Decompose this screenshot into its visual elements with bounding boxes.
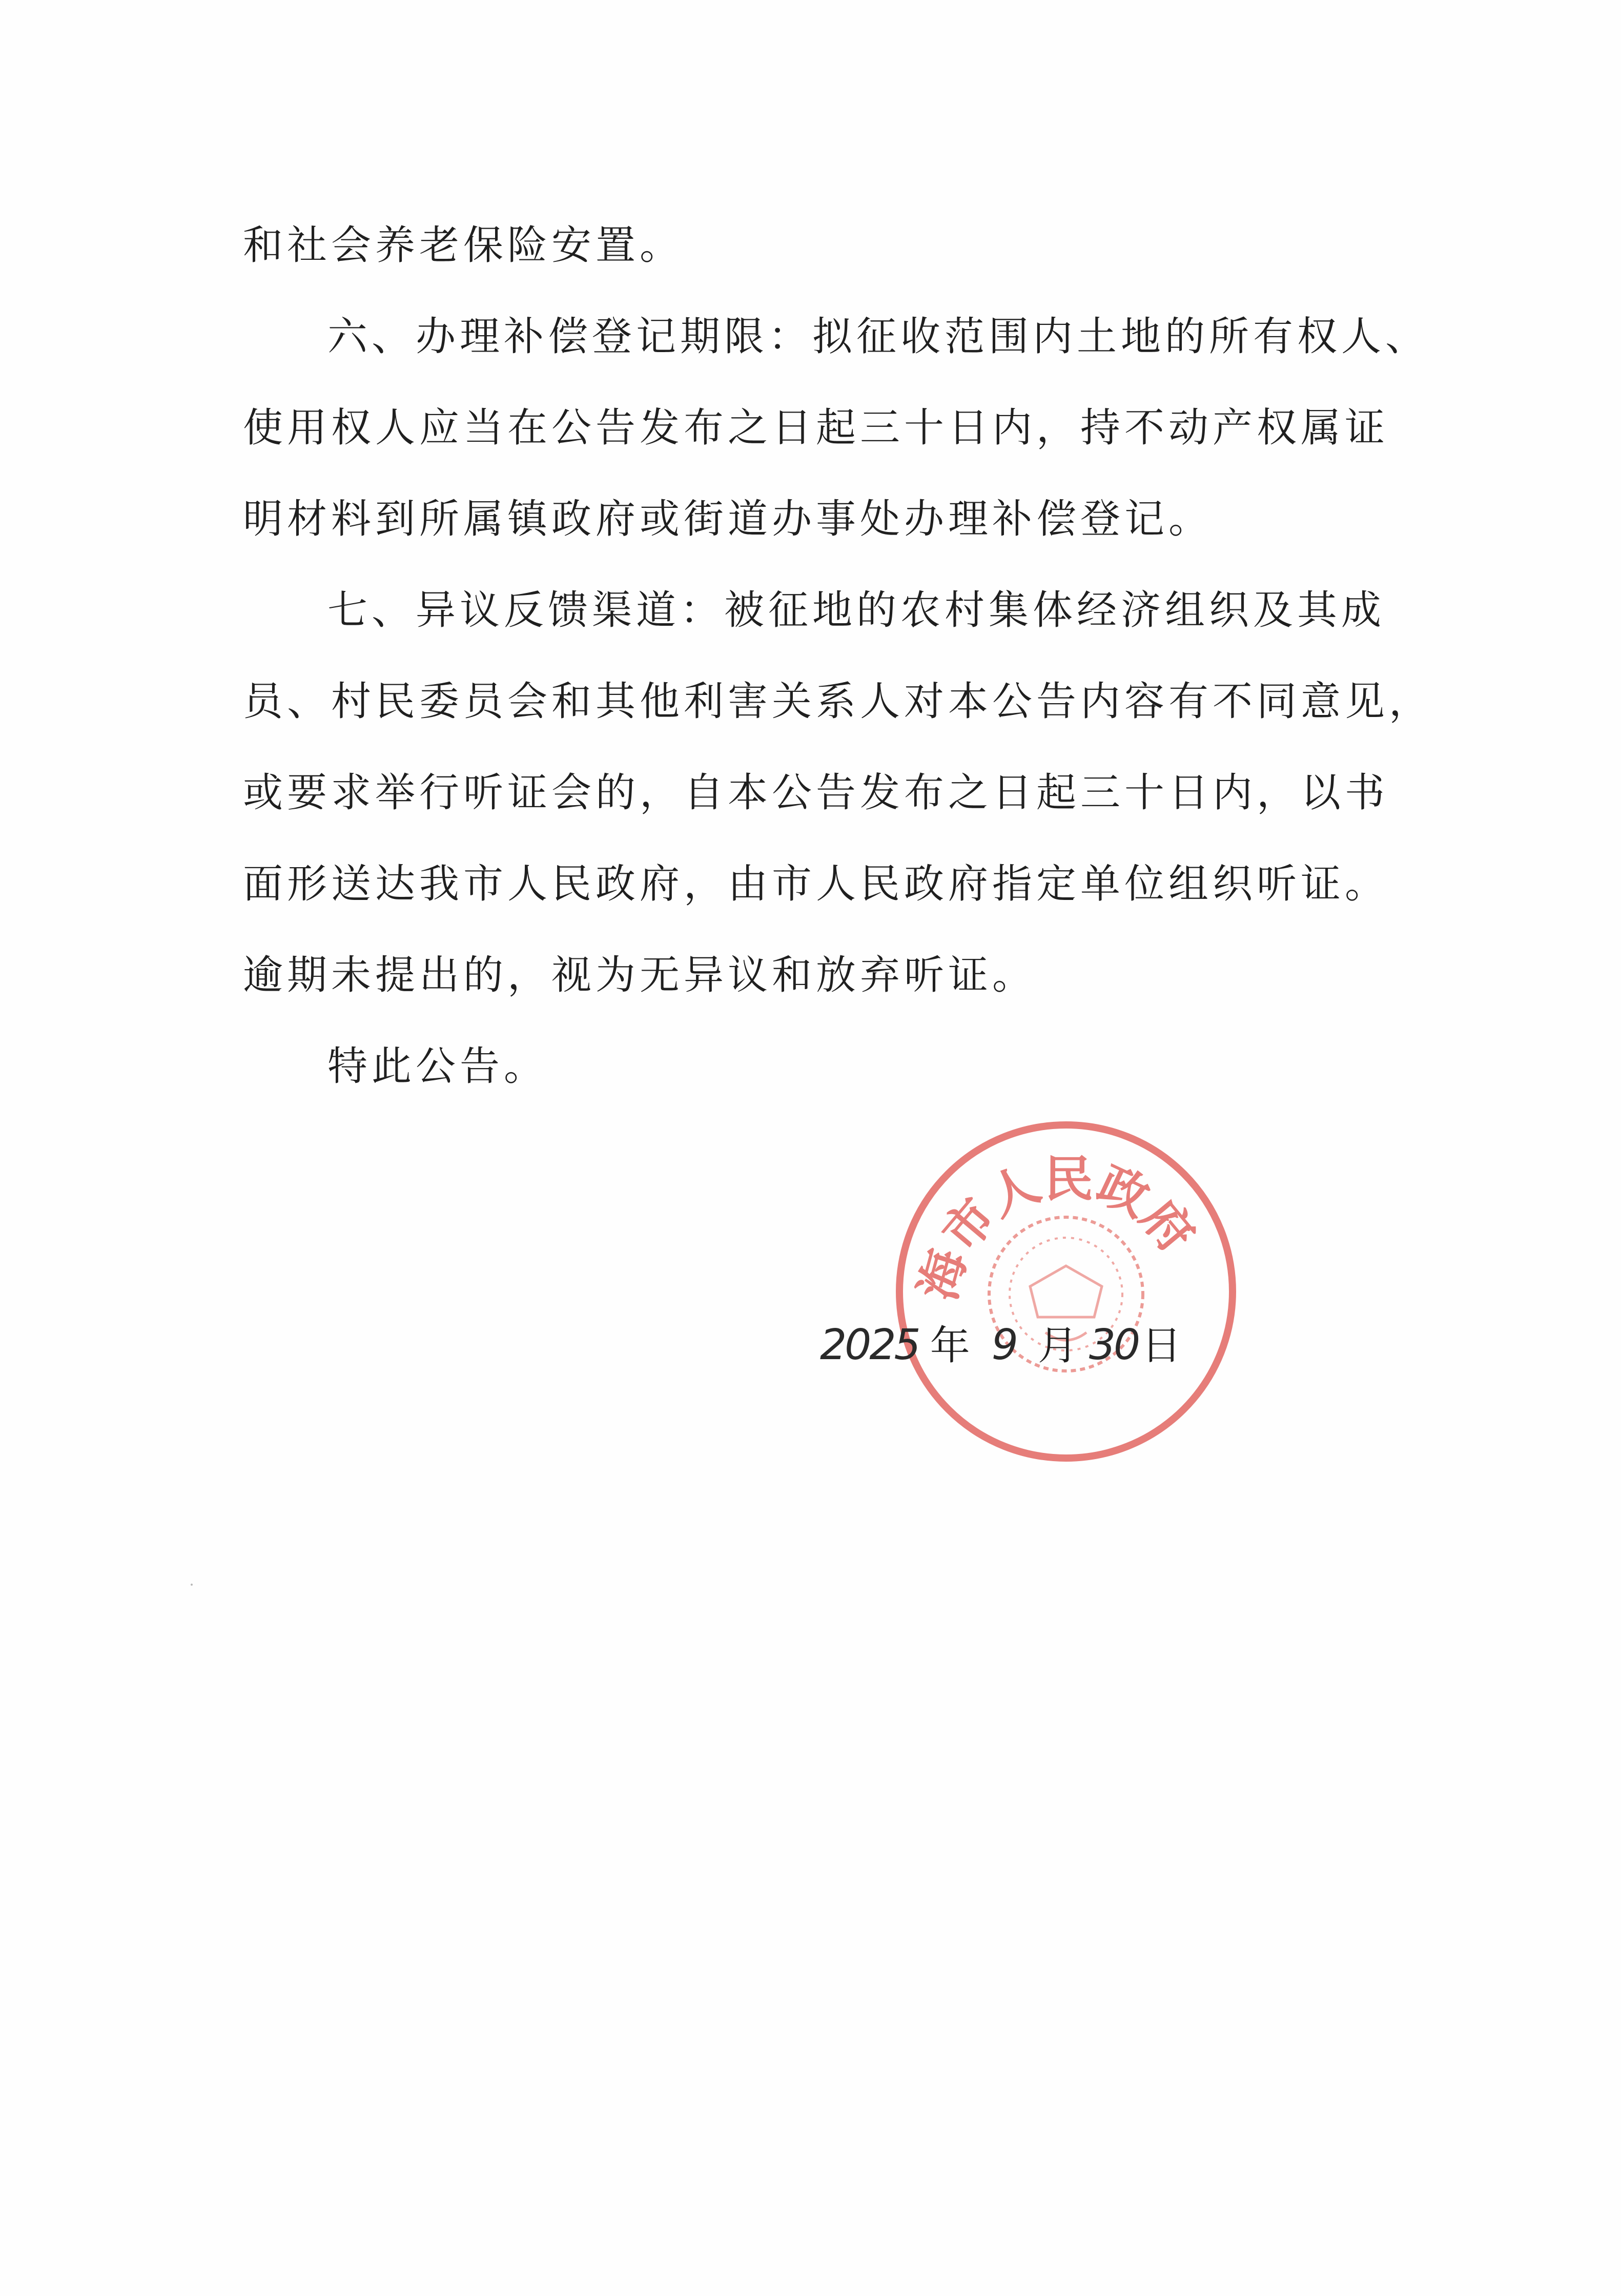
- paragraph-six-line-2: 使用权人应当在公告发布之日起三十日内，持不动产权属证: [243, 405, 1389, 451]
- paragraph-continuation-line: 和社会养老保险安置。: [243, 222, 684, 269]
- paragraph-six-line-1: 六、办理补偿登记期限：拟征收范围内土地的所有权人、: [327, 314, 1430, 360]
- paragraph-seven-line-5: 逾期未提出的，视为无异议和放弃听证。: [243, 952, 1037, 998]
- handwritten-month: 9: [991, 1321, 1016, 1369]
- paragraph-seven-line-2: 员、村民委员会和其他利害关系人对本公告内容有不同意见，: [243, 679, 1433, 725]
- document-body: [243, 200, 1433, 1112]
- handwritten-year: 2025: [820, 1321, 919, 1369]
- paragraph-six-line-3: 明材料到所属镇政府或街道办事处办理补偿登记。: [243, 496, 1213, 542]
- closing-line: 特此公告。: [327, 1043, 548, 1090]
- paragraph-seven-line-3: 或要求举行听证会的，自本公告发布之日起三十日内，以书: [243, 770, 1389, 816]
- date-line: [820, 1312, 1230, 1379]
- paragraph-seven-line-1: 七、异议反馈渠道：被征地的农村集体经济组织及其成: [327, 587, 1386, 633]
- official-seal-stamp: [892, 1117, 1240, 1466]
- handwritten-day: 30: [1089, 1321, 1139, 1369]
- year-label: 年: [930, 1323, 970, 1369]
- month-label: 月: [1037, 1323, 1078, 1369]
- paragraph-seven-line-4: 面形送达我市人民政府，由市人民政府指定单位组织听证。: [243, 861, 1389, 907]
- day-label: 日: [1141, 1323, 1182, 1369]
- seal-text: 海市人民政府: [908, 1150, 1206, 1306]
- scan-speck: [191, 1584, 193, 1586]
